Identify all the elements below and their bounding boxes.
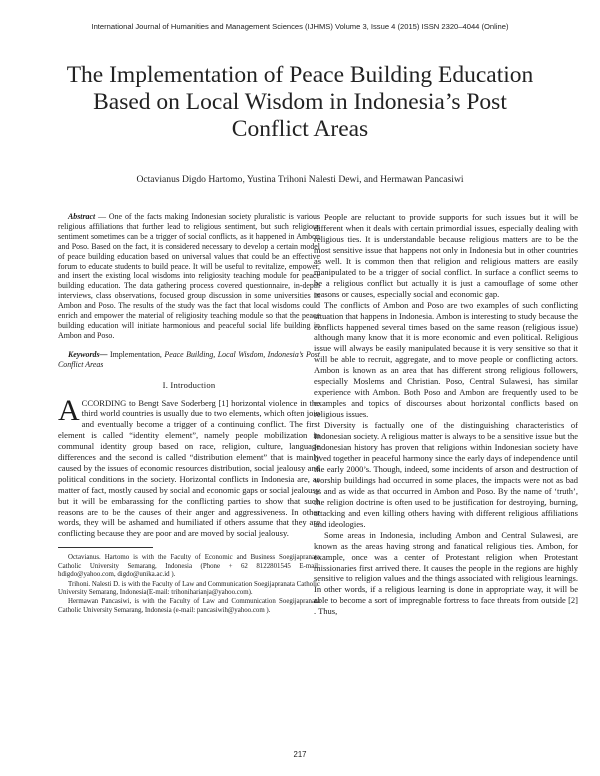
abstract-text: One of the facts making Indonesian society pluralistic is various religious affiliations that further lead to religious sentiment, but such religious sentiment sometimes can be a trigger of social conflicts, as it happened in Ambon and Poso. Based on the fact, it is considered necessary to develop a certain model of peace building education based on universal values that could be an effective forum to educate students to build peace. It will be useful to revitalize, empower, and insert the existing local wisdoms into religiosity teaching module for peace building education. The data gathering process covered questionnaire, in-depth interviews, class observations, focused group discussion in some universities in Ambon and Poso. The results of the study was the fact that local wisdoms could enrich and empower the material of religiosity teaching module so that the peace building education will initiate harmonious and peaceful social life building in Ambon and Poso.: [58, 212, 320, 340]
authors-line: Octavianus Digdo Hartomo, Yustina Trihoni Nalesti Dewi, and Hermawan Pancasiwi: [136, 174, 464, 185]
abstract-paragraph: [58, 212, 320, 341]
keywords-paragraph: [58, 350, 320, 370]
footnote-author-3: Hermawan Pancasiwi, is with the Faculty of Law and Communication Soegijapranata Catholic University Semarang, Indonesia (e-mail: pancasiwih@yahoo.com ).: [58, 598, 320, 614]
body-paragraph-2: The conflicts of Ambon and Poso are two examples of such conflicting situation that happens in Indonesia. Ambon is interesting to study because the conflicts happened several times based on the same reason (religious issue) although many know that it is more economic and even political. Religious issue will always be easily manipulated because it is very sensitive so that it will be able to recruit, aggregate, and to move people or conflicting actors. Ambon is known as an area that has different strong religious followers, especially Moslems and Christian. Poso, Central Sulawesi, has similar experience with Ambon. Both Poso and Ambon are frequently used to be examples and topics of discourses about horizontal conflicts based on religious issues.: [314, 299, 578, 420]
footnote-author-1: Octavianus. Hartomo is with the Faculty of Economic and Business Soegijapranata Catholic University Semarang, Indonesia (Phone + 62 8122801545 E-mail: hdigdo@yahoo.com, digdo@unika.ac.id ).: [58, 554, 320, 579]
body-paragraph-1: People are reluctant to provide supports for such issues but it will be different when it deals with certain primordial issues, especially dealing with religious ties. It is understandable because religious matters are to be the most sensitive issue that happens not only in Indonesia but in other countries as well. It is common then that religion and religious matters are easily manipulated to be a trigger of social conflict. In surface a conflict seems to be a religious conflict but actually it is just a camouflage of some other reasons or causes, especially social and economic gap.: [314, 212, 578, 299]
section-heading-introduction: I. Introduction: [162, 379, 216, 390]
abstract-label: Abstract: [68, 212, 96, 221]
page-number: 217: [293, 750, 307, 759]
intro-paragraph-text: CCORDING to Bengt Save Soderberg [1] horizontal violence in the third world countries is usually due to two elements, which often join and eventually become a trigger of a continuing conflict. The first element is called “identity element”, namely people mobilization in communal identity group based on race, religion, culture, language differences and the second is called “distribution element” that is mainly caused by the issues of economic resources distribution, social jealousy and political conditions in the society. Horizontal conflicts in Indonesia are, as matter of fact, mostly caused by social and economic gaps or social jealousy but it will be embarassing for the conflicting parties to show that such reasons are to be the causes of their anger and aggressiveness. In other words, they will be ashamed and humiliated if others assume that they are conflicting because they are poor and are moved by social jealousy.: [58, 397, 320, 539]
abstract-dash: —: [95, 212, 109, 221]
body-paragraph-4: Some areas in Indonesia, including Ambon and Central Sulawesi, are known as the areas having strong and fanatical religious ties. Ambon, for example, once was a center of Protestant religion when Protestant missionaries first arrived there. It causes the people in the regions are highly sensitive to religion values and the things associated with religious learnings. In other words, if a religious learning is done in appropriate way, it will be able to become a sort of impregnable fortress to face threats from outside [2] . Thus,: [314, 529, 578, 617]
drop-cap-letter: A: [58, 393, 80, 427]
footnote-author-2: Trihoni. Nalesti D. is with the Faculty of Law and Communication Soegijapranata Catholic University Semarang, Indonesia(E-mail: trihoniharianja@yahoo.com).: [58, 580, 320, 596]
left-column: [58, 212, 320, 616]
footnote-divider: [58, 547, 153, 548]
intro-paragraph: [58, 393, 320, 540]
keywords-italic: Peace Building, Local Wisdom, Indonesia’s Post Conflict Areas: [58, 349, 320, 369]
keywords-plain: Implementation,: [109, 349, 165, 359]
right-column: [314, 212, 578, 617]
keywords-dash: —: [99, 349, 110, 359]
body-paragraph-3: Diversity is factually one of the distinguishing characteristics of Indonesian society. A religious matter is always to be a sensitive issue but the Indonesian history has proven that religions within Indonesian society have lived together in peaceful harmony since the early days of independence until the early 2000’s. Though, indeed, some incidents of arson and destruction of worship buildings had occurred in some places, the impacts were not as bad as and as wide as that occurred in Ambon and Poso. By the name of ‘truth’, the religion doctrine is often used to be justification for destroying, burning, attacking and even killing others having with different religious affiliations and ideologies.: [314, 420, 578, 529]
journal-header: International Journal of Humanities and Management Sciences (IJHMS) Volume 3, Issue 4 (2015) ISSN 2320–4044 (Online): [91, 22, 509, 31]
keywords-label: Keywords: [68, 349, 100, 359]
paper-title: The Implementation of Peace Building Education Based on Local Wisdom in Indonesia’s Post Conflict Areas: [66, 62, 534, 142]
